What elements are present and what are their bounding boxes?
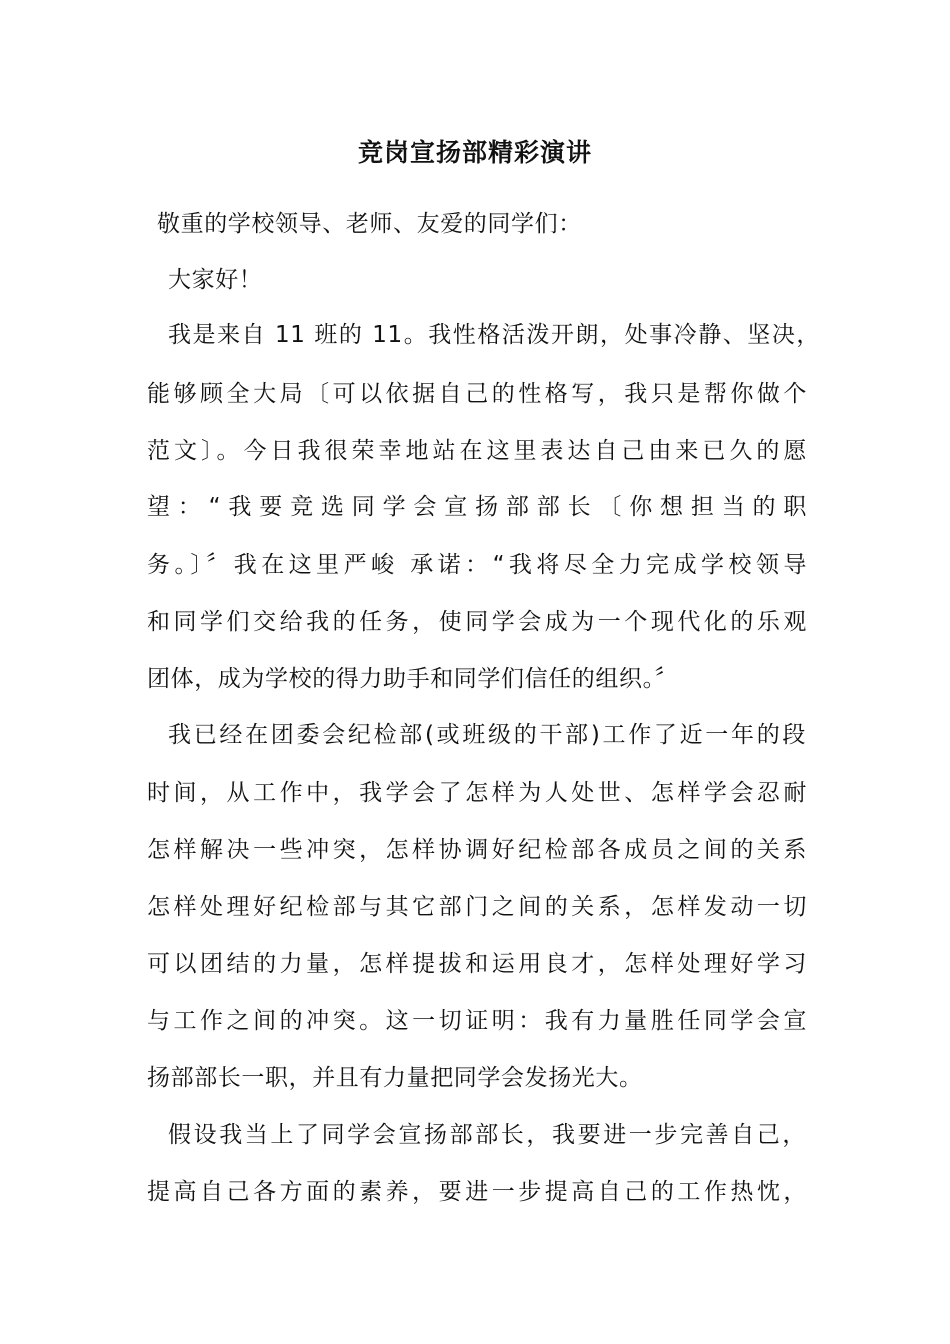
paragraph-2-line-6: 与工作之间的冲突。这一切证明：我有力量胜任同学会宣 xyxy=(147,1008,807,1034)
paragraph-2-line-5: 可以团结的力量，怎样提拔和运用良才，怎样处理好学习 xyxy=(147,951,807,977)
paragraph-3-line-2: 提高自己各方面的素养，要进一步提高自己的工作热忱， xyxy=(147,1179,807,1205)
paragraph-3-line-1: 假设我当上了同学会宣扬部部长，我要进一步完善自己， xyxy=(168,1122,806,1148)
paragraph-1-line-6: 和同学们交给我的任务，使同学会成为一个现代化的乐观 xyxy=(147,609,807,635)
paragraph-1-line-2: 能够顾全大局〔可以依据自己的性格写，我只是帮你做个 xyxy=(147,381,807,407)
paragraph-1-line-4: 望：“我要竞选同学会宣扬部部长〔你想担当的职 xyxy=(147,494,807,520)
paragraph-1-line-1: 我是来自 11 班的 11。我性格活泼开朗，处事冷静、坚决， xyxy=(168,322,820,348)
paragraph-1-line-3: 范文〕。今日我很荣幸地站在这里表达自己由来已久的愿 xyxy=(147,438,807,464)
paragraph-1-line-5: 务。〕〞我在这里严峻 承诺：“我将尽全力完成学校领导 xyxy=(147,552,807,578)
paragraph-2-line-4: 怎样处理好纪检部与其它部门之间的关系，怎样发动一切 xyxy=(147,894,807,920)
document-title: 竞岗宣扬部精彩演讲 xyxy=(357,138,592,167)
greeting-line: 大家好！ xyxy=(168,267,263,293)
paragraph-2-line-3: 怎样解决一些冲突，怎样协调好纪检部各成员之间的关系 xyxy=(147,837,807,863)
paragraph-2-line-1: 我已经在团委会纪检部(或班级的干部)工作了近一年的段 xyxy=(168,722,806,748)
paragraph-2-line-7: 扬部部长一职，并且有力量把同学会发扬光大。 xyxy=(147,1065,643,1091)
paragraph-1-line-7: 团体，成为学校的得力助手和同学们信任的组织。〞 xyxy=(147,666,679,692)
paragraph-2-line-2: 时间，从工作中，我学会了怎样为人处世、怎样学会忍耐 xyxy=(147,780,807,806)
salutation-line: 敬重的学校领导、老师、友爱的同学们： xyxy=(157,211,582,237)
